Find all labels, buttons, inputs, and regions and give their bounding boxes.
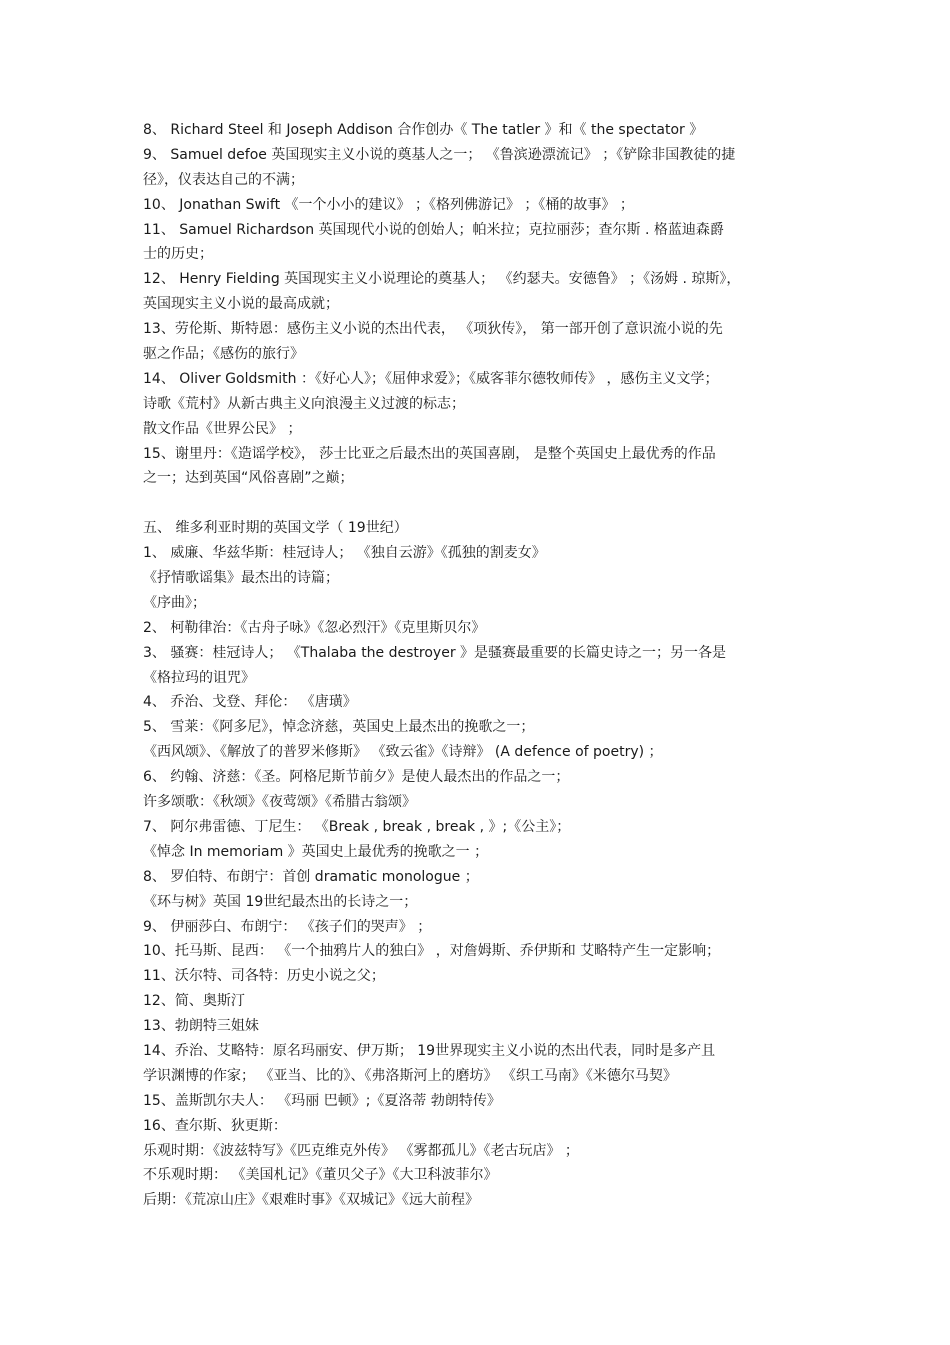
section-5-line: 12、简、奥斯汀	[143, 993, 245, 1010]
item-12-line-2: 英国现实主义小说的最高成就；	[143, 296, 339, 313]
item-15-line-2: 之一；达到英国“风俗喜剧”之巅；	[143, 470, 354, 487]
item-11-line-1: 11、 Samuel Richardson 英国现代小说的创始人；帕米拉；克拉丽莎；查尔斯 . 格蓝迪森爵	[143, 221, 724, 238]
item-15-line-1: 15、谢里丹：《造谣学校》， 莎士比亚之后最杰出的英国喜剧， 是整个英国史上最优秀的作品	[143, 445, 716, 462]
item-14-line-2: 诗歌《荒村》从新古典主义向浪漫主义过渡的标志；	[143, 395, 465, 412]
section-5-line: 15、盖斯凯尔夫人： 《玛丽 巴顿》;《夏洛蒂 勃朗特传》	[143, 1092, 501, 1109]
section-5-line: 许多颂歌：《秋颂》《夜莺颂》《希腊古翁颂》	[143, 794, 416, 811]
section-5-line: 《格拉玛的诅咒》	[143, 669, 255, 686]
item-13-line-1: 13、劳伦斯、斯特恩：感伤主义小说的杰出代表， 《项狄传》， 第一部开创了意识流小说的先	[143, 321, 723, 338]
section-5-line: 《西风颂》、《解放了的普罗米修斯》 《致云雀》《诗辩》 (A defence of poetry) ；	[143, 744, 663, 761]
section-5-line: 7、 阿尔弗雷德、丁尼生： 《Break , break , break , 》;《公主》；	[143, 818, 571, 835]
section-5-line: 5、 雪莱：《阿多尼》，悼念济慈，英国史上最杰出的挽歌之一；	[143, 719, 535, 736]
item-12-line-1: 12、 Henry Fielding 英国现实主义小说理论的奠基人； 《约瑟夫。安德鲁》 ；《汤姆 . 琼斯》，	[143, 271, 741, 288]
section-5-line: 《悼念 In memoriam 》英国史上最优秀的挽歌之一 ；	[143, 843, 489, 860]
section-5-heading: 五、 维多利亚时期的英国文学（ 19世纪）	[143, 520, 408, 537]
section-5-line: 16、查尔斯、狄更斯：	[143, 1117, 287, 1134]
item-8-line-1: 8、 Richard Steel 和 Joseph Addison 合作创办《 The tatler 》和《 the spectator 》	[143, 122, 704, 138]
section-5-line: 10、托马斯、昆西： 《一个抽鸦片人的独白》 ，对詹姆斯、乔伊斯和 艾略特产生一定影响；	[143, 943, 721, 960]
section-5-line: 9、 伊丽莎白、布朗宁： 《孩子们的哭声》 ；	[143, 918, 432, 935]
section-5-line: 14、乔治、艾略特：原名玛丽安、伊万斯； 19世界现实主义小说的杰出代表，同时是多产且	[143, 1042, 716, 1059]
section-5-line: 学识渊博的作家； 《亚当、比的》、《弗洛斯河上的磨坊》 《织工马南》《米德尔马契》	[143, 1067, 677, 1084]
document-body	[143, 118, 823, 1213]
section-5-line: 乐观时期：《波兹特写》《匹克维克外传》 《雾都孤儿》《老古玩店》 ；	[143, 1142, 579, 1159]
section-5-line: 6、 约翰、济慈：《圣。阿格尼斯节前夕》是使人最杰出的作品之一；	[143, 769, 570, 786]
item-13-line-2: 驱之作品；《感伤的旅行》	[143, 346, 304, 363]
section-5-line: 4、 乔治、戈登、拜伦： 《唐璜》	[143, 694, 357, 711]
item-11-line-2: 士的历史；	[143, 246, 213, 263]
section-5-line: 《环与树》英国 19世纪最杰出的长诗之一；	[143, 893, 418, 910]
section-5-line: 《抒情歌谣集》最杰出的诗篇；	[143, 570, 339, 587]
item-9-line-2: 径》，仪表达自己的不满；	[143, 171, 304, 188]
section-5-line: 2、 柯勒律治：《古舟子咏》《忽必烈汗》《克里斯贝尔》	[143, 619, 486, 636]
section-5-line: 1、 威廉、华兹华斯：桂冠诗人； 《独自云游》《孤独的割麦女》	[143, 545, 546, 562]
item-10-line-1: 10、 Jonathan Swift 《一个小小的建议》 ；《格列佛游记》 ；《桶的故事》 ；	[143, 196, 634, 213]
section-5-line: 13、勃朗特三姐妹	[143, 1018, 259, 1035]
section-spacer	[143, 491, 823, 516]
section-5-line: 8、 罗伯特、布朗宁：首创 dramatic monologue ；	[143, 868, 479, 885]
section-5-line: 11、沃尔特、司各特：历史小说之父；	[143, 968, 385, 985]
section-5-line: 3、 骚赛：桂冠诗人； 《Thalaba the destroyer 》是骚赛最重要的长篇史诗之一；另一各是	[143, 644, 727, 661]
item-14-line-1: 14、 Oliver Goldsmith ：《好心人》；《屈伸求爱》；《威客菲尔德牧师传》 ，感伤主义文学；	[143, 370, 719, 387]
section-5-line: 后期：《荒凉山庄》《艰难时事》《双城记》《远大前程》	[143, 1192, 479, 1209]
section-5-line: 《序曲》；	[143, 594, 206, 611]
item-14-line-3: 散文作品《世界公民》 ；	[143, 420, 302, 437]
section-5-line: 不乐观时期： 《美国札记》《董贝父子》《大卫科波菲尔》	[143, 1167, 498, 1184]
item-9-line-1: 9、 Samuel defoe 英国现实主义小说的奠基人之一； 《鲁滨逊漂流记》 ；《铲除非国教徒的捷	[143, 146, 736, 163]
